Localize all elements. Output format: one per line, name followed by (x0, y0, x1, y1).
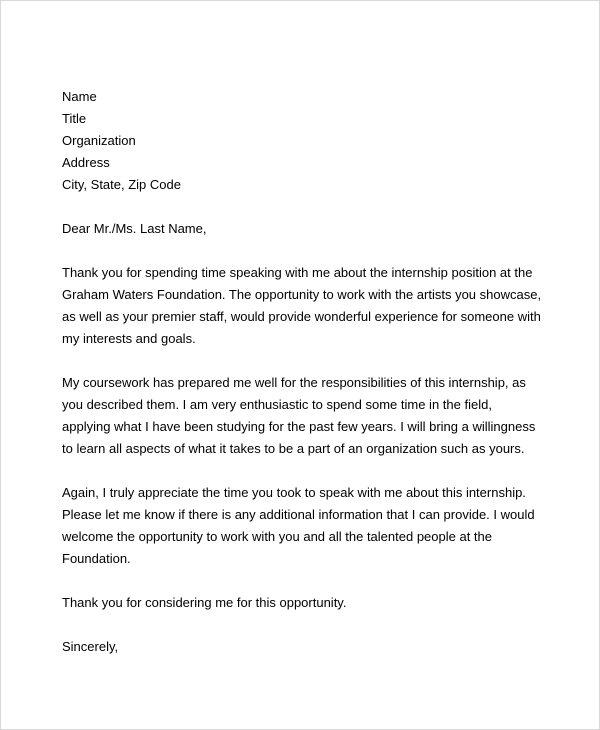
recipient-address (62, 86, 542, 196)
sign-off: Sincerely, (62, 639, 119, 654)
paragraph-line: Again, I truly appreciate the time you took to speak with me about this internship. (62, 485, 526, 500)
recipient-organization: Organization (62, 133, 136, 148)
recipient-name: Name (62, 89, 97, 104)
recipient-city-state-zip: City, State, Zip Code (62, 177, 181, 192)
paragraph-3 (62, 482, 542, 570)
paragraph-line: Thank you for spending time speaking with me about the internship position at the (62, 265, 533, 280)
paragraph-line: Graham Waters Foundation. The opportunity to work with the artists you showcase, (62, 287, 542, 302)
recipient-title: Title (62, 111, 87, 126)
paragraph-2 (62, 372, 542, 460)
paragraph-line: Please let me know if there is any additional information that I can provide. I would (62, 507, 535, 522)
paragraph-line: welcome the opportunity to work with you and all the talented people at the (62, 529, 492, 544)
paragraph-line: as well as your premier staff, would provide wonderful experience for someone with (62, 309, 541, 324)
recipient-address-line: Address (62, 155, 110, 170)
closing-sentence: Thank you for considering me for this opportunity. (62, 595, 347, 610)
paragraph-line: my interests and goals. (62, 331, 196, 346)
paragraph-1 (62, 262, 542, 350)
paragraph-line: Foundation. (62, 551, 131, 566)
salutation: Dear Mr./Ms. Last Name, (62, 221, 207, 236)
paragraph-line: you described them. I am very enthusiastic to spend some time in the field, (62, 397, 492, 412)
paragraph-line: My coursework has prepared me well for the responsibilities of this internship, as (62, 375, 526, 390)
letter-body (62, 86, 542, 680)
paragraph-line: to learn all aspects of what it takes to be a part of an organization such as yours. (62, 441, 525, 456)
paragraph-line: applying what I have been studying for the past few years. I will bring a willingness (62, 419, 536, 434)
